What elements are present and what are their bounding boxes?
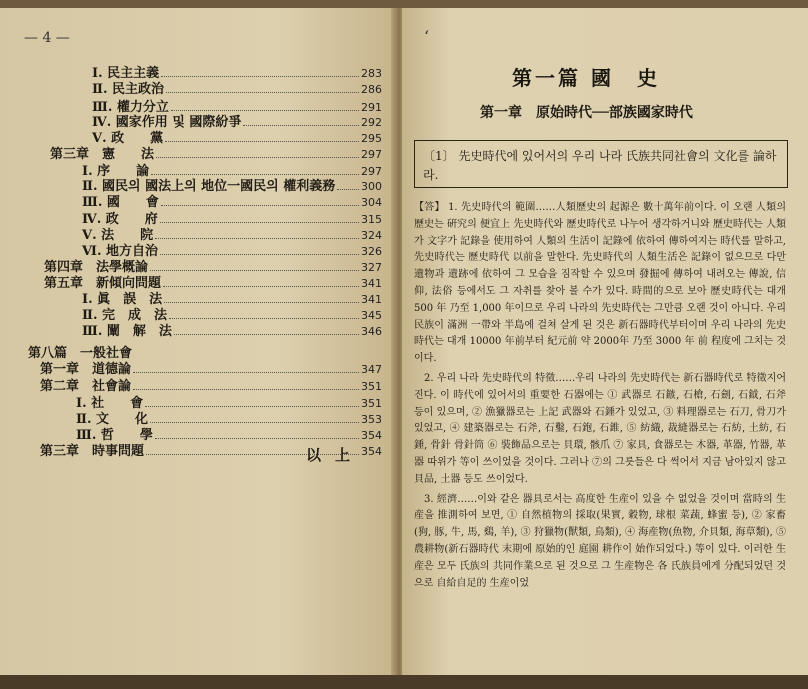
page-number: — 4 — <box>24 30 70 46</box>
toc-entry-title: 第三章 時事問題 <box>40 444 145 459</box>
toc-entry-page: 346 <box>361 325 382 338</box>
toc-entry-page: 345 <box>361 309 382 322</box>
toc-leader <box>243 116 359 126</box>
toc-entry <box>92 96 382 115</box>
toc-leader <box>133 380 359 390</box>
question-text: 〔1〕 先史時代에 있어서의 우리 나라 氏族共同社會의 文化를 論하라. <box>423 149 777 182</box>
toc-entry <box>76 392 382 411</box>
toc-entry-page: 286 <box>361 83 382 96</box>
toc-leader <box>169 309 359 319</box>
toc-entry-title: Ⅰ. 社 會 <box>76 396 144 411</box>
toc-leader <box>160 245 359 255</box>
toc-entry-title: Ⅱ. 國民의 國法上의 地位一國民의 權利義務 <box>82 179 336 194</box>
end-mark: 以上 <box>306 446 365 464</box>
toc-entry-title: Ⅲ. 國 會 <box>82 195 159 210</box>
toc-entry-title: 第四章 法學概論 <box>44 260 149 275</box>
toc-leader <box>165 132 359 142</box>
toc-entry-page: 351 <box>361 397 382 410</box>
toc-leader <box>161 196 359 206</box>
toc-entry-title: Ⅲ. 闡 解 法 <box>82 324 172 339</box>
toc-entry-page: 283 <box>361 67 382 80</box>
toc-entry-page: 354 <box>361 429 382 442</box>
toc-entry <box>82 175 382 194</box>
toc-entry <box>92 78 382 97</box>
right-page <box>402 0 808 689</box>
toc-entry-title: Ⅲ. 權力分立 <box>92 100 169 115</box>
toc-entry-page: 300 <box>361 180 382 193</box>
page-edge-bottom <box>0 675 808 689</box>
toc-entry-title: Ⅵ. 地方自治 <box>82 244 159 259</box>
toc-entry-page: 304 <box>361 196 382 209</box>
toc-entry-title: Ⅳ. 政 府 <box>82 212 158 227</box>
toc-leader <box>337 180 359 190</box>
toc-entry-page: 324 <box>361 229 382 242</box>
corner-mark: ʻ <box>424 27 430 46</box>
page-edge-top <box>0 0 808 8</box>
paragraph: 【答】 1. 先史時代의 範圍……人類歷史의 起源은 數十萬年前이다. 이 오랜 人類의 歷史는 硏究의 便宜上 先史時代와 歷史時代로 나누어 생각하거니와 歷史時代는 人類가 文字가 記錄을 使用하여 人類의 生活이 記錄에 依하여 傳하여지는 時代를 말하고, 先史時代는 歷史時代 以前을 말한다. 先史時代의 人類生活은 記錄이 없으므로 다만 遺物과 遺跡에 依하여 그 모습을 짐작할 수 있으며 發掘에 傳하여 내려오는 傳說, 信仰, 法俗 등에서도 그 자취를 찾아 볼 수가 있다. 時間的으로 보아 歷史時代는 대개 500 年 乃至 1,000 年이므로 우리 나라의 先史時代는 그만큼 오랜 것이 아니다. 우리 民族이 滿洲 一帶와 半島에 걸쳐 살게 된 것은 新石器時代부터이며 우리 나라의 先史時代는 대개 10000 年前부터 紀元前 약 2000年 乃至 3000 年 前 程度에 그치는 것이다. <box>414 202 786 365</box>
toc-entry <box>82 191 382 210</box>
toc-entry-page: 341 <box>361 293 382 306</box>
toc-leader <box>155 429 359 439</box>
toc-entry <box>82 240 382 259</box>
toc-entry <box>92 127 382 146</box>
toc-leader <box>155 229 359 239</box>
toc-entry-page: 315 <box>361 213 382 226</box>
toc-entry-title: Ⅰ. 序 論 <box>82 164 150 179</box>
paragraph: 2. 우리 나라 先史時代의 特徵……우리 나라의 先史時代는 新石器時代로 特徵지어 진다. 이 時代에 있어서의 重要한 石器에는 ① 武器로 石鏃, 石槍, 石劍, 石鉞, 石斧 등이 있으며, ② 漁獵器로는 上記 武器와 石錘가 있었고, ③ 料理器로는 石刀, 骨刀가 있었고, ④ 建築器로는 石斧, 石鑿, 石鉋, 石錐, ⑤ 紡織, 裁縫器로는 石紡, 土紡, 石錘, 骨針 骨針筒 ⑥ 裝飾品으로는 貝環, 骸爪 ⑦ 家具, 食器로는 木器, 革器, 竹器, 革器 따위가 等이 쓰이었을 것이다. 그러나 ⑦의 그릇들은 다 썩어서 지금 남아있지 않고 貝品, 土器 등도 쓰이었다. <box>414 372 786 485</box>
toc-entry <box>44 256 382 275</box>
toc-entry <box>76 424 382 443</box>
toc-entry-page: 326 <box>361 245 382 258</box>
toc-leader <box>151 165 359 175</box>
toc-entry-page: 341 <box>361 277 382 290</box>
toc-leader <box>171 101 359 111</box>
toc-entry-title: 第五章 新傾向問題 <box>44 276 162 291</box>
toc-entry <box>76 408 382 427</box>
toc-entry-page: 291 <box>361 101 382 114</box>
part-title: 第一篇 國 史 <box>512 66 660 90</box>
toc-entry-title: Ⅰ. 眞 誤 法 <box>82 292 163 307</box>
toc-leader <box>160 213 359 223</box>
question-box <box>414 140 788 188</box>
toc-entry-page: 292 <box>361 116 382 129</box>
toc-entry-title: 第三章 憲 法 <box>50 147 155 162</box>
toc-leader <box>150 413 359 423</box>
toc-entry <box>82 160 382 179</box>
toc-entry <box>50 143 382 162</box>
toc-entry <box>82 208 382 227</box>
toc-entry-title: Ⅴ. 法 院 <box>82 228 154 243</box>
chapter-title: 第一章 原始時代──部族國家時代 <box>480 105 693 121</box>
toc-entry-title: Ⅴ. 政 黨 <box>92 131 164 146</box>
toc-entry-page: 354 <box>361 445 382 458</box>
toc-entry <box>28 342 382 361</box>
toc-entry-title: Ⅱ. 完 成 法 <box>82 308 168 323</box>
answer-body <box>414 200 786 595</box>
toc-leader <box>150 261 359 271</box>
toc-leader <box>133 363 359 373</box>
toc-entry <box>82 320 382 339</box>
toc-entry-page: 297 <box>361 165 382 178</box>
left-page <box>0 0 396 689</box>
toc-leader <box>156 148 359 158</box>
toc-entry <box>40 375 382 394</box>
toc-entry-title: Ⅳ. 國家作用 및 國際紛爭 <box>92 115 242 130</box>
toc-entry-title: Ⅱ. 文 化 <box>76 412 149 427</box>
toc-entry-title: Ⅰ. 民主主義 <box>92 66 160 81</box>
toc-leader <box>164 293 359 303</box>
toc-entry-page: 353 <box>361 413 382 426</box>
toc-entry-title: 第二章 社會論 <box>40 379 132 394</box>
toc-entry <box>82 224 382 243</box>
toc-entry-page: 347 <box>361 363 382 376</box>
toc-leader <box>166 83 359 93</box>
toc-leader <box>174 325 359 335</box>
toc-entry <box>92 111 382 130</box>
toc-entry <box>44 272 382 291</box>
toc-entry <box>40 358 382 377</box>
toc-entry-title: Ⅱ. 民主政治 <box>92 82 165 97</box>
toc-leader <box>145 397 359 407</box>
toc-entry-page: 351 <box>361 380 382 393</box>
toc-entry <box>82 288 382 307</box>
paragraph: 3. 經濟……이와 같은 器具로서는 高度한 生産이 있을 수 없었을 것이며 當時의 生産을 推測하여 보면, ① 自然植物의 採取(果實, 穀物, 球根 菜蔬, 蜂蜜 등), ② 家畜(狗, 豚, 牛, 馬, 鷄, 羊), ③ 狩獵物(獸類, 鳥類), ④ 海産物(魚物, 介貝類, 海草類), ⑤ 農耕物(新石器時代 末期에 原始的인 庭園 耕作이 始作되었다.) 等이 있다. 이러한 生産은 모두 氏族의 共同作業으로 된 것으로 그 生産物은 各 氏族員에게 分配되었던 것으로 自給自足的 生産이었 <box>414 493 786 589</box>
toc-entry-page: 297 <box>361 148 382 161</box>
toc-entry-title: Ⅲ. 哲 學 <box>76 428 153 443</box>
toc-entry-title: 第八篇 一般社會 <box>28 346 133 361</box>
toc-entry-page: 327 <box>361 261 382 274</box>
toc-entry <box>82 304 382 323</box>
toc-leader <box>163 277 359 287</box>
toc-entry-page: 295 <box>361 132 382 145</box>
toc-leader <box>161 67 359 77</box>
toc-entry-title: 第一章 道德論 <box>40 362 132 377</box>
toc-entry <box>92 62 382 81</box>
